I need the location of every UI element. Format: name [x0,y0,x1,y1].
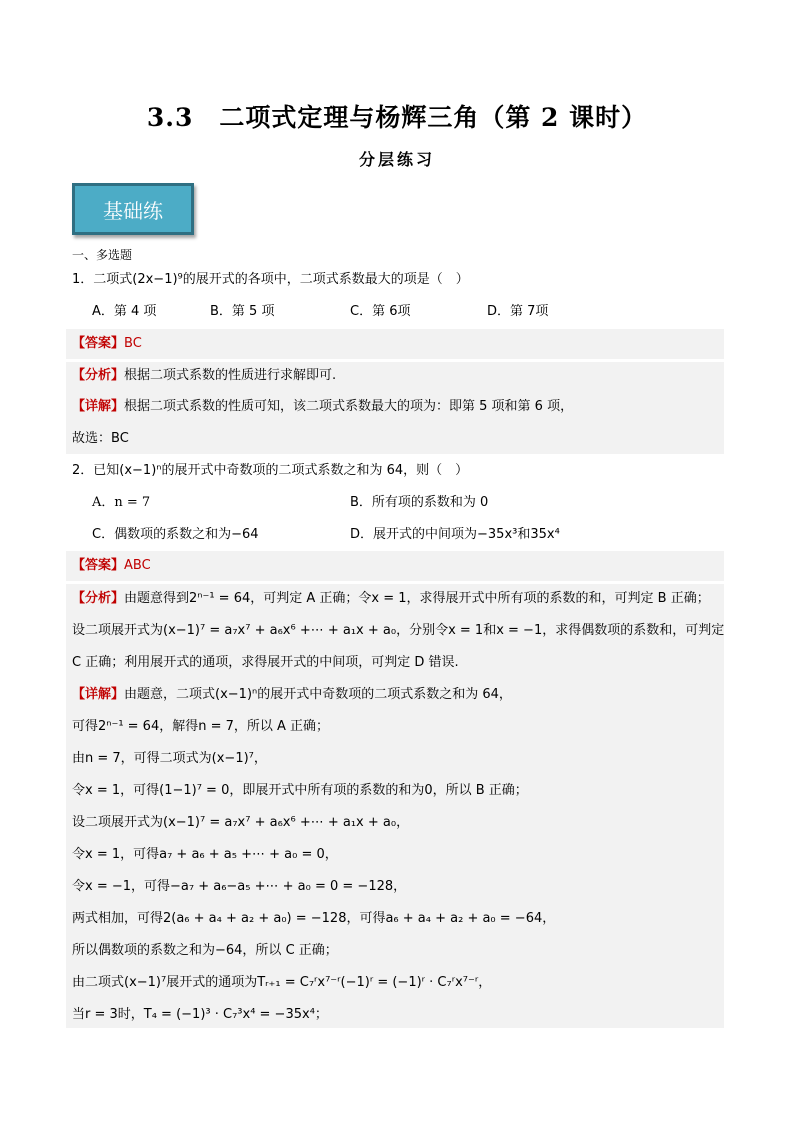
q1-answer-tag: 【答案】 [72,336,125,351]
q2-stem: 2．已知(x−1)ⁿ的展开式中奇数项的二项式系数之和为 64，则（ ） [72,463,469,478]
q1-detail-text: 根据二项式系数的性质可知，该二项式系数最大的项为：即第 5 项和第 6 项， [124,399,574,414]
q2-detail-line-9: 所以偶数项的系数之和为−64，所以 C 正确； [72,943,338,958]
level-badge: 基础练 [72,183,194,235]
q1-detail-tag: 【详解】 [72,399,125,414]
q2-detail-text-1: 由题意，二项式(x−1)ⁿ的展开式中奇数项的二项式系数之和为 64， [124,687,512,702]
q1-answer-value: BC [124,336,142,351]
q1-analysis-tag: 【分析】 [72,368,125,383]
q2-detail-line-7: 令x = −1，可得−a₇ + a₆−a₅ +⋯ + a₀ = 0 = −128， [72,879,407,894]
q2-detail-line-5: 设二项展开式为(x−1)⁷ = a₇x⁷ + a₆x⁶ +⋯ + a₁x + a₀， [72,815,410,830]
q2-answer [72,556,151,576]
q2-answer-box [66,551,724,581]
q1-stem: 1．二项式(2x−1)⁹的展开式的各项中，二项式系数最大的项是（ ） [72,272,469,287]
q1-answer-box [66,329,724,359]
q1-analysis [72,366,336,386]
q2-detail-line-4: 令x = 1，可得(1−1)⁷ = 0，即展开式中所有项的系数的和为0，所以 B 正确； [72,783,528,798]
q1-choose: 故选：BC [72,431,129,446]
q2-analysis-text-1: 由题意得到2ⁿ⁻¹ = 64，可判定 A 正确；令x = 1，求得展开式中所有项的系数的和，可判定 B 正确； [124,591,710,606]
q1-answer [72,334,142,354]
q1-option-c: C．第 6项 [350,304,411,319]
section-heading: 一、多选题 [72,248,133,262]
q2-detail-line-8: 两式相加，可得2(a₆ + a₄ + a₂ + a₀) = −128，可得a₆ + a₄ + a₂ + a₀ = −64， [72,911,556,926]
q1-option-a: A．第 4 项 [92,304,157,319]
q1-option-d: D．第 7项 [487,304,549,319]
q2-analysis-line-2: 设二项展开式为(x−1)⁷ = a₇x⁷ + a₆x⁶ +⋯ + a₁x + a₀，分别令x = 1和x = −1，求得偶数项的系数和，可判定 [72,623,725,638]
q2-option-a: A．n = 7 [92,495,151,510]
q2-solution-box [66,584,724,1028]
q1-analysis-text: 根据二项式系数的性质进行求解即可. [124,368,337,383]
q2-detail-line-10: 由二项式(x−1)⁷展开式的通项为Tᵣ₊₁ = C₇ʳx⁷⁻ʳ(−1)ʳ = (−1)ʳ · C₇ʳx⁷⁻ʳ， [72,975,492,990]
q2-detail-line-6: 令x = 1，可得a₇ + a₆ + a₅ +⋯ + a₀ = 0， [72,847,338,862]
q2-detail-tag: 【详解】 [72,687,125,702]
q2-detail-line-11: 当r = 3时，T₄ = (−1)³ · C₇³x⁴ = −35x⁴； [72,1007,328,1022]
q1-detail [72,397,573,417]
q2-analysis-line-1 [72,589,710,609]
q2-answer-value: ABC [124,558,151,573]
q2-option-c: C．偶数项的系数之和为−64 [92,527,259,542]
page-subtitle: 分层练习 [358,150,435,169]
q1-option-b: B．第 5 项 [210,304,275,319]
q2-detail-line-3: 由n = 7，可得二项式为(x−1)⁷， [72,751,267,766]
q2-option-d: D．展开式的中间项为−35x³和35x⁴ [350,527,560,542]
q2-detail-line-1 [72,685,512,705]
q2-option-b: B．所有项的系数和为 0 [350,495,489,510]
q2-detail-line-2: 可得2ⁿ⁻¹ = 64，解得n = 7，所以 A 正确； [72,719,330,734]
q2-answer-tag: 【答案】 [72,558,125,573]
page-title: 3.3 二项式定理与杨辉三角（第 2 课时） [146,103,648,132]
q2-analysis-line-3: C 正确；利用展开式的通项，求得展开式的中间项，可判定 D 错误. [72,655,459,670]
q2-analysis-tag: 【分析】 [72,591,125,606]
